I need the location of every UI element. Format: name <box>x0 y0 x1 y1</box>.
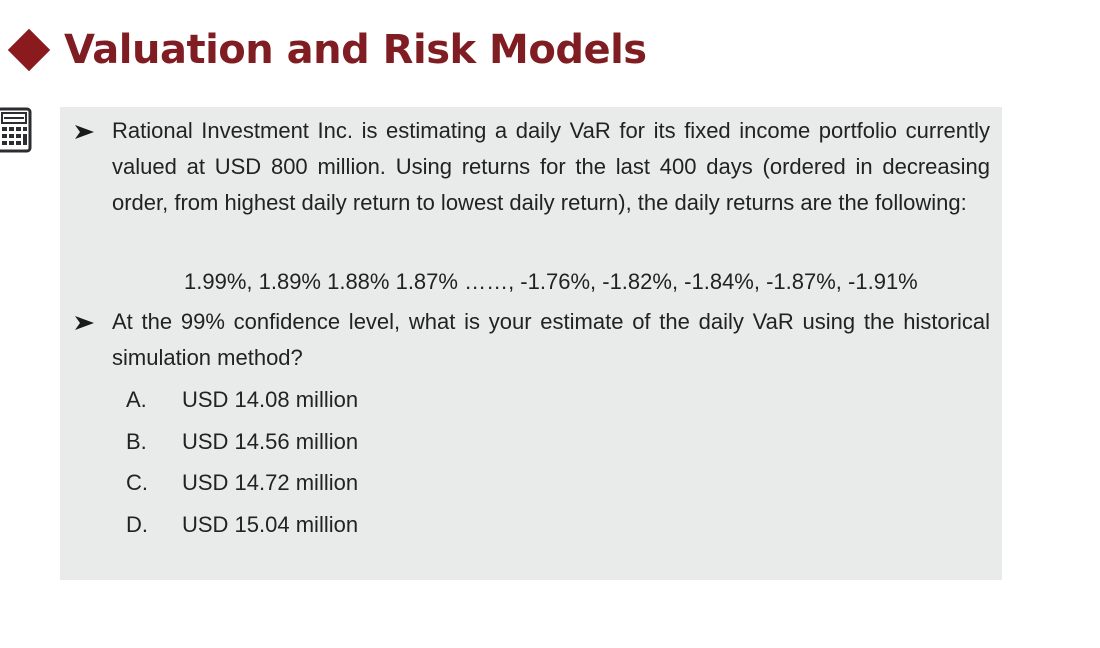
arrowhead-bullet-icon <box>74 124 96 140</box>
daily-returns-list: 1.99%, 1.89% 1.88% 1.87% ……, -1.76%, -1.82%, -1.84%, -1.87%, -1.91% <box>184 269 918 294</box>
calculator-icon <box>0 107 34 153</box>
option-letter: A. <box>126 387 147 412</box>
option-c[interactable] <box>126 468 358 498</box>
arrowhead-bullet-icon <box>74 315 96 331</box>
option-letter: D. <box>126 512 148 537</box>
title-row <box>8 22 647 78</box>
option-text: USD 14.08 million <box>182 387 359 412</box>
question-paragraph-2: At the 99% confidence level, what is your estimate of the daily VaR using the historical simulation method? <box>112 309 990 370</box>
question-paragraph-1: Rational Investment Inc. is estimating a daily VaR for its fixed income portfolio currently valued at USD 800 million. Using returns for the last 400 days (ordered in decreasing order, from highest daily return to lowest daily return), the daily returns are the following: <box>112 118 990 215</box>
option-letter: C. <box>126 470 148 495</box>
option-d[interactable] <box>126 510 358 540</box>
option-letter: B. <box>126 429 147 454</box>
option-text: USD 14.56 million <box>182 429 359 454</box>
slide-title: Valuation and Risk Models <box>64 27 647 73</box>
option-a[interactable] <box>126 385 358 415</box>
option-text: USD 15.04 million <box>182 512 359 537</box>
option-text: USD 14.72 million <box>182 470 359 495</box>
diamond-bullet-icon <box>8 29 50 71</box>
option-b[interactable] <box>126 427 358 457</box>
